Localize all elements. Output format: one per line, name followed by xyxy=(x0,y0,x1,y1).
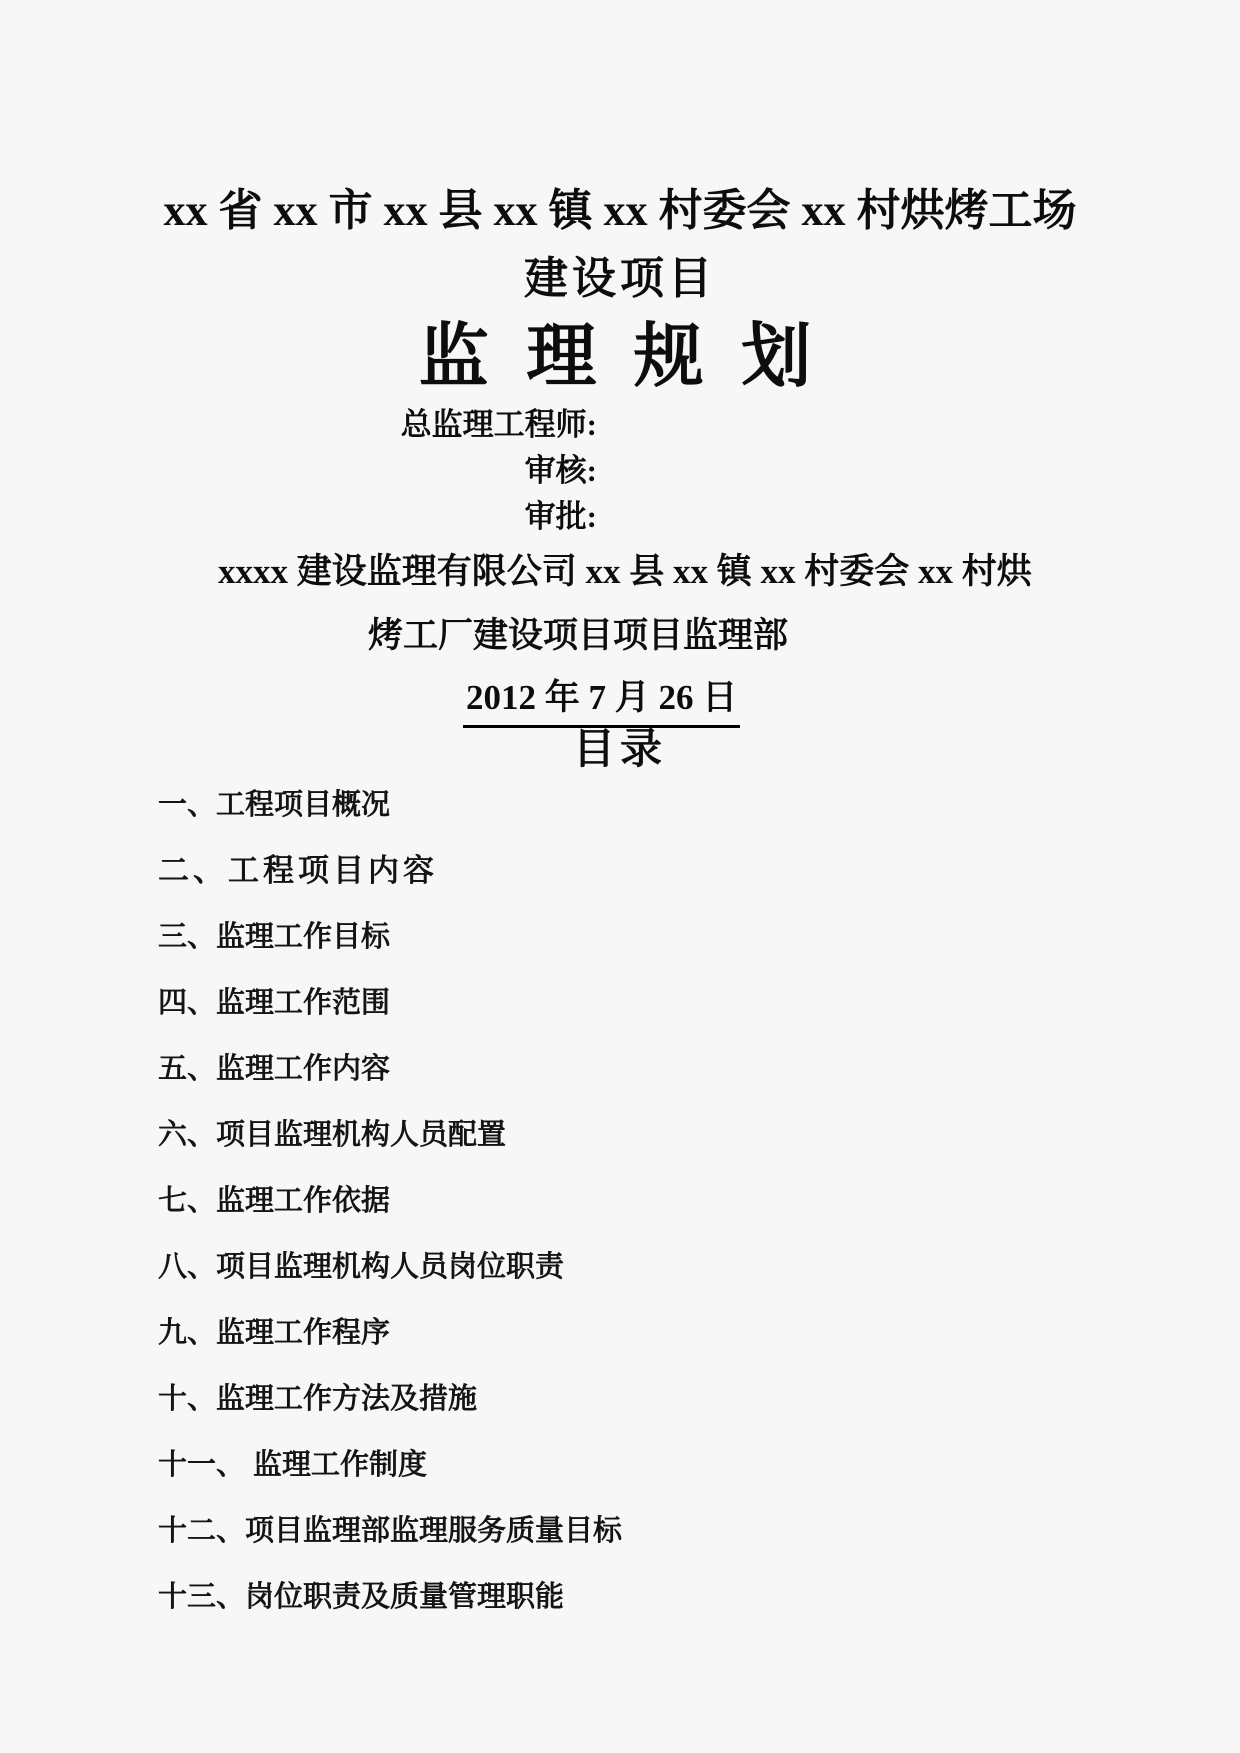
supervision-company-line-1: xxxx 建设监理有限公司 xx 县 xx 镇 xx 村委会 xx 村烘 xyxy=(218,552,1032,591)
supervision-company-line-2: 烤工厂建设项目项目监理部 xyxy=(368,616,789,655)
toc-item-3: 三、监理工作目标 xyxy=(158,921,391,953)
toc-item-13: 十三、岗位职责及质量管理职能 xyxy=(158,1581,565,1613)
project-title-line-1: xx 省 xx 市 xx 县 xx 镇 xx 村委会 xx 村烘烤工场 xyxy=(163,186,1077,235)
toc-item-8: 八、项目监理机构人员岗位职责 xyxy=(158,1251,565,1283)
signature-block xyxy=(0,402,597,540)
toc-item-10: 十、监理工作方法及措施 xyxy=(158,1383,478,1415)
toc-item-6: 六、项目监理机构人员配置 xyxy=(158,1119,507,1151)
toc-item-5: 五、监理工作内容 xyxy=(158,1053,391,1085)
document-main-title: 监 理 规 划 xyxy=(418,319,822,396)
toc-item-4: 四、监理工作范围 xyxy=(158,987,391,1019)
toc-item-2: 二、工程项目内容 xyxy=(158,853,438,888)
toc-item-12: 十二、项目监理部监理服务质量目标 xyxy=(158,1515,623,1547)
chief-supervision-engineer-label: 总监理工程师: xyxy=(400,407,597,442)
reviewer-label: 审核: xyxy=(524,453,597,488)
toc-item-11: 十一、 监理工作制度 xyxy=(158,1449,428,1481)
approver-label: 审批: xyxy=(524,499,597,534)
toc-item-1: 一、工程项目概况 xyxy=(158,789,391,821)
project-title-line-2: 建设项目 xyxy=(524,254,716,303)
table-of-contents xyxy=(158,786,622,1644)
toc-item-9: 九、监理工作程序 xyxy=(158,1317,391,1349)
toc-heading: 目录 xyxy=(572,727,667,773)
toc-item-7: 七、监理工作依据 xyxy=(158,1185,391,1217)
document-date: 2012 年 7 月 26 日 xyxy=(463,670,740,728)
